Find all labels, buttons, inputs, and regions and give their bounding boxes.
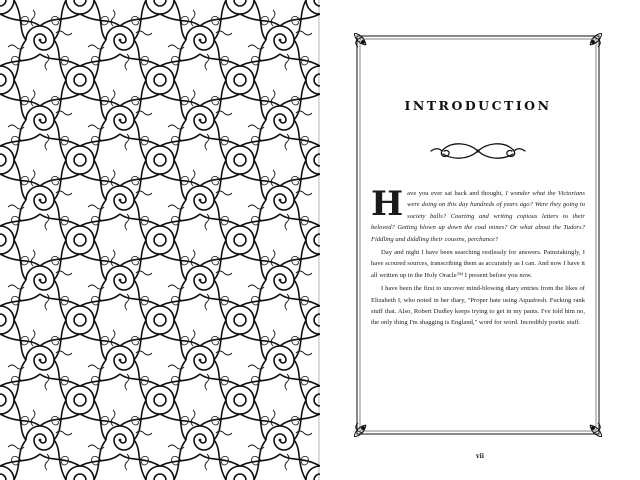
- introduction-body: [371, 184, 585, 329]
- paragraph-1-lead: ave you ever sat back and thought,: [407, 190, 506, 197]
- paragraph-1: [371, 184, 585, 245]
- flourish-ornament: [423, 140, 533, 162]
- chapter-heading: INTRODUCTION: [404, 98, 552, 113]
- drop-cap: H: [371, 184, 404, 224]
- paragraph-3: I have been the first to uncover mind-blowing diary entries from the likes of Elizabeth I, who noted in her diary, "Proper hate using Aquafresh. Fucking rank stuff that. Also, Robert Dudley keeps trying to get in my pants. I've told him no, the only thing I'm shagging is England," word for word. Incredibly poetic stuff.: [371, 285, 585, 327]
- paragraph-1-italic: I wonder what the Victorians were doing on this day hundreds of years ago? Were they going to society balls? Courting and writing copious letters to their beloved? Getting blown up down the coal mines? Or what about the Tudors? Fiddling and diddling their cousins, perchance?: [371, 190, 585, 243]
- paragraph-2: Day and night I have been searching restlessly for answers. Painstakingly, I have scoured sources, transcribing them as accurately as I can. And now I have it all written up in the Holy Oracle™ I present before you now.: [371, 249, 585, 279]
- page-number: vii: [475, 453, 485, 460]
